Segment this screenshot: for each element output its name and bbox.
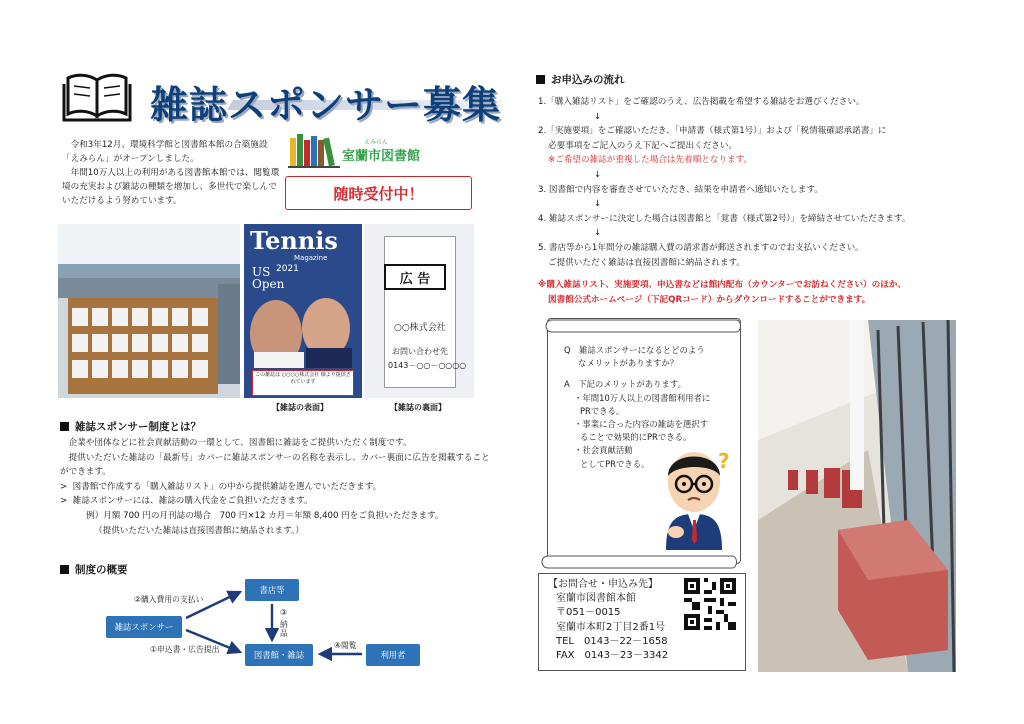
caption-front: 【雑誌の表面】 [272, 403, 328, 412]
flow-step-2a: 2.「実施要項」をご確認いただき、「申請書（様式第1号）」および「税情報確認承諾書」に [538, 126, 887, 137]
svg-text:?: ? [718, 449, 730, 473]
caption-back: 【雑誌の裏面】 [390, 403, 446, 412]
qa-merit-2a: ・事業に合った内容の雑誌を選択す [574, 419, 708, 430]
corridor-sofa-photo [758, 320, 956, 672]
ad-heading: 広 告 [384, 264, 446, 290]
library-logo-ruby: えみらん [364, 139, 389, 146]
qa-merit-1b: PRできる。 [580, 405, 625, 416]
flow-box-user: 利用者 [366, 644, 420, 666]
qa-answer: A 下記のメリットがあります。 [564, 379, 686, 390]
system-bullet-2: > 雑誌スポンサーには、雑誌の購入代金をご負担いただきます。 [60, 496, 313, 507]
flow-step-2b: 必要事項をご記入のうえ下記へご提出ください。 [548, 140, 738, 151]
qa-merit-3a: ・社会貢献活動 [574, 445, 633, 456]
magazine-issue: US Open [252, 265, 285, 291]
system-paragraph-2: 提供いただいた雑誌の「最新号」カバーに雑誌スポンサーの名称を表示し、カバー裏面に広告を掲載することができます。 [60, 452, 490, 478]
flow-note-1: ※購入雑誌リスト、実施要項、申込書などは館内配布（カウンターでお訪ねください）のほか、 [538, 280, 907, 291]
step1-label: ①申込書・広告提出 [150, 645, 220, 654]
flow-box-sponsor: 雑誌スポンサー [106, 616, 182, 638]
flow-arrow-2: ↓ [594, 169, 602, 180]
magazine-title: Tennis [250, 226, 338, 255]
flow-arrow-4: ↓ [594, 228, 602, 239]
magazine-back-photo [364, 224, 474, 398]
magazine-cover-notice: この雑誌は ○○○○株式会社 様より提供されています [252, 370, 354, 396]
flow-step-3: 3. 図書館で内容を審査させていただき、結果を申請者へ通知いたします。 [538, 184, 823, 195]
intro-text [62, 138, 282, 208]
flow-heading [536, 72, 625, 87]
flow-arrow-3: ↓ [594, 199, 602, 210]
contact-text [548, 578, 668, 663]
system-bullet-1: > 図書館で作成する「購入雑誌リスト」の中から提供雑誌を選んでいただきます。 [60, 481, 382, 492]
step4-label: ④閲覧 [334, 641, 357, 650]
intro-paragraph-2: 年間10万人以上の利用がある図書館本館では、閲覧環境の充実および雑誌の種類を増加し、多世代で楽しんでいただけるよう努めています。 [62, 168, 280, 206]
flow-arrow-1: ↓ [594, 111, 602, 122]
page-title: 雑誌スポンサー募集 [150, 83, 502, 127]
library-logo-name: 室蘭市図書館 [342, 149, 421, 164]
ad-company: ○○株式会社 [394, 323, 446, 333]
contact-fax: FAX 0143－23－3342 [556, 650, 669, 662]
qa-question-2: なメリットがありますか？ [578, 358, 679, 369]
magazine-year: 2021 [276, 264, 299, 274]
qr-code-icon[interactable] [684, 578, 736, 630]
system-example-note: （提供いただいた雑誌は直接図書館に納品されます。） [94, 525, 304, 536]
flow-box-library: 図書館・雑誌 [245, 644, 313, 666]
contact-zip: 〒051－0015 [556, 607, 621, 619]
qa-merit-2b: ることで効果的にPRできる。 [580, 432, 692, 443]
contact-address: 室蘭市本町2丁目2番1号 [556, 621, 666, 633]
qa-merit-1a: ・年間10万人以上の図書館利用者に [574, 392, 711, 403]
magazine-front-photo [244, 224, 362, 398]
system-heading [60, 419, 201, 434]
step2-label: ②購入費用の支払い [134, 595, 204, 604]
system-body [60, 436, 492, 538]
step3-label: 納品 [280, 620, 288, 638]
system-example: 例）月額 700 円の月刊誌の場合 700 円×12 カ月＝年額 8,400 円をご負担いただきます。 [86, 510, 444, 521]
system-paragraph-1: 企業や団体などに社会貢献活動の一環として、図書館に雑誌をご提供いただく制度です。 [68, 438, 412, 448]
contact-heading: 【お問合せ・申込み先】 [548, 579, 658, 590]
magazine-subtitle: Magazine [294, 254, 328, 262]
flow-heading-text: お申込みの流れ [551, 74, 625, 86]
flow-step-5b: ご提供いただく雑誌は直接図書館に納品されます。 [548, 257, 745, 268]
system-heading-text: 雑誌スポンサー制度とは？ [75, 421, 201, 433]
ad-phone: 0143－○○－○○○○ [388, 361, 467, 370]
flow-step-1: 1.「購入雑誌リスト」をご確認のうえ、広告掲載を希望する雑誌をお選びください。 [538, 97, 865, 107]
flow-step-2-note: ※ご希望の雑誌が重複した場合は先着順となります。 [548, 155, 753, 166]
open-book-icon [62, 66, 132, 122]
contact-tel: TEL 0143－22－1658 [556, 635, 668, 647]
flow-step-5a: 5. 書店等から1年間分の雑誌購入費の請求書が郵送されますのでお支払いください。 [538, 242, 864, 253]
banner-text: 随時受付中！ [333, 184, 424, 203]
qa-merit-3b: としてPRできる。 [580, 458, 650, 469]
qa-question-1: Q 雑誌スポンサーになるとどのよう [564, 345, 705, 355]
flow-steps [538, 95, 938, 307]
ad-contact: お問い合わせ先 [392, 347, 448, 356]
intro-paragraph-1: 令和3年12月、環境科学館と図書館本館の合築施設「えみらん」がオープンしました。 [62, 140, 268, 164]
flow-step-4: 4. 雑誌スポンサーに決定した場合は図書館と「覚書（様式第2号）」を締結させていただきます。 [538, 213, 911, 224]
accepting-banner [285, 176, 472, 210]
flow-note-2: 図書館公式ホームページ（下記QRコード）からダウンロードすることができます。 [548, 294, 871, 305]
overview-heading-text: 制度の概要 [75, 564, 128, 576]
books-logo-icon [288, 130, 340, 168]
library-shelves-photo [58, 224, 240, 398]
contact-name: 室蘭市図書館本館 [556, 593, 636, 605]
overview-arrows [100, 570, 430, 670]
step3-num: ③ [280, 608, 287, 617]
thinking-man-illustration [656, 440, 734, 550]
flow-box-bookstore: 書店等 [245, 579, 299, 601]
